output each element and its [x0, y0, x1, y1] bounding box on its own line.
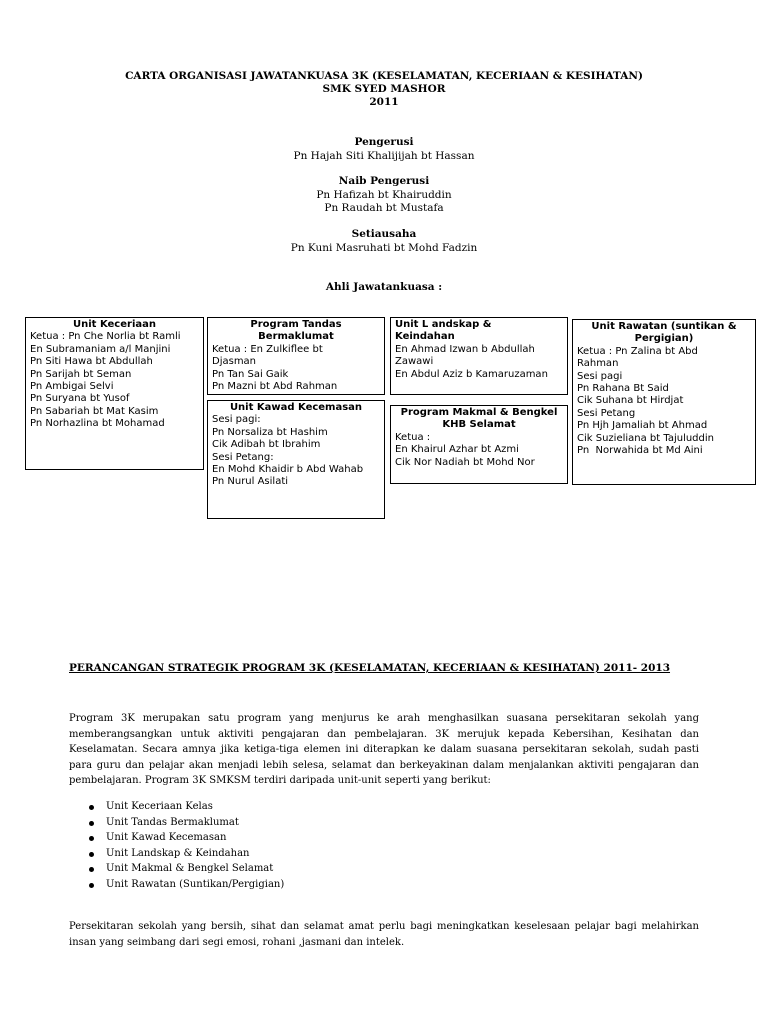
- list-item: Unit Rawatan (Suntikan/Pergigian): [86, 877, 284, 893]
- naib-pengerusi-block: [0, 175, 768, 216]
- member-line: Cik Suzieliana bt Tajuluddin: [577, 432, 714, 444]
- member-line: Pn Rahana Bt Said: [577, 383, 669, 395]
- member-line: Pn Tan Sai Gaik: [212, 368, 289, 380]
- member-line: Sesi Petang: [577, 407, 636, 419]
- setiausaha-block: [0, 228, 768, 255]
- document-title: [0, 70, 768, 109]
- unit-keceriaan-box: [25, 317, 204, 470]
- naib-pengerusi-name: Pn Raudah bt Mustafa: [324, 202, 444, 214]
- program-tandas-box: [207, 317, 385, 395]
- member-line: En Ahmad Izwan b Abdullah Zawawi: [395, 343, 535, 368]
- setiausaha-name: Pn Kuni Masruhati bt Mohd Fadzin: [290, 241, 478, 254]
- member-line: Pn Suryana bt Yusof: [30, 393, 130, 405]
- member-line: En Abdul Aziz b Kamaruzaman: [395, 368, 548, 380]
- unit-rawatan-box: [572, 319, 756, 485]
- naib-pengerusi-label: Naib Pengerusi: [338, 175, 430, 187]
- member-line: Pn Sarijah bt Seman: [30, 368, 132, 380]
- member-line: Sesi pagi:: [212, 414, 261, 426]
- ahli-jawatankuasa-label: Ahli Jawatankuasa :: [325, 281, 443, 293]
- program-makmal-box: [390, 405, 568, 484]
- member-line: Pn Nurul Asilati: [212, 476, 289, 488]
- member-line: En Khairul Azhar bt Azmi: [395, 444, 519, 456]
- program-tandas-title: Program Tandas Bermaklumat: [250, 319, 342, 343]
- member-line: Cik Adibah bt Ibrahim: [212, 439, 321, 451]
- member-line: Pn Norhazlina bt Mohamad: [30, 418, 165, 430]
- member-line: Sesi Petang:: [212, 451, 274, 463]
- member-line: Ketua : Pn Zalina bt Abd Rahman: [577, 345, 698, 370]
- member-line: Pn Ambigai Selvi: [30, 381, 114, 393]
- title-line-1: CARTA ORGANISASI JAWATANKUASA 3K (KESELAMATAN, KECERIAAN & KESIHATAN): [125, 70, 643, 82]
- unit-kawad-title: Unit Kawad Kecemasan: [229, 402, 363, 413]
- member-line: Pn Siti Hawa bt Abdullah: [30, 356, 153, 368]
- member-line: En Mohd Khaidir b Abd Wahab: [212, 464, 364, 476]
- naib-pengerusi-name: Pn Hafizah bt Khairuddin: [316, 188, 452, 201]
- unit-landskap-box: [390, 317, 568, 395]
- member-line: En Subramaniam a/l Manjini: [30, 343, 171, 355]
- unit-bullet-list: [86, 799, 284, 892]
- member-line: Pn Norwahida bt Md Aini: [577, 445, 703, 457]
- list-item: Unit Keceriaan Kelas: [86, 799, 284, 815]
- member-line: Pn Norsaliza bt Hashim: [212, 426, 328, 438]
- pengerusi-block: [0, 136, 768, 163]
- list-item: Unit Landskap & Keindahan: [86, 846, 284, 862]
- list-item: Unit Makmal & Bengkel Selamat: [86, 861, 284, 877]
- ahli-block: [0, 281, 768, 295]
- member-line: Cik Suhana bt Hirdjat: [577, 395, 684, 407]
- member-line: Ketua : En Zulkiflee bt Djasman: [212, 343, 323, 368]
- unit-kawad-box: [207, 400, 385, 519]
- unit-landskap-title: Unit L andskap & Keindahan: [395, 319, 492, 343]
- member-line: Sesi pagi: [577, 370, 623, 382]
- title-line-2: SMK SYED MASHOR: [322, 83, 446, 95]
- member-line: Ketua : Pn Che Norlia bt Ramli: [30, 331, 181, 343]
- member-line: Ketua :: [395, 431, 431, 443]
- pengerusi-label: Pengerusi: [354, 136, 414, 148]
- unit-keceriaan-title: Unit Keceriaan: [73, 319, 156, 330]
- member-line: Pn Sabariah bt Mat Kasim: [30, 405, 159, 417]
- unit-rawatan-title: Unit Rawatan (suntikan & Pergigian): [591, 321, 737, 345]
- list-item: Unit Tandas Bermaklumat: [86, 815, 284, 831]
- setiausaha-label: Setiausaha: [351, 228, 417, 240]
- list-item: Unit Kawad Kecemasan: [86, 830, 284, 846]
- strategic-paragraph-1: Program 3K merupakan satu program yang menjurus ke arah menghasilkan suasana persekitaran sekolah yang memberangsangkan untuk aktiviti pengajaran dan pembelajaran. 3K merujuk kepada Kebersihan, Kesihatan dan Keselamatan. Secara amnya jika ketiga-tiga elemen ini diterapkan ke dalam suasana persekitaran sekolah, sudah pasti para guru dan pelajar akan menjadi lebih selesa, selamat dan berkeyakinan dalam menjalankan aktiviti pengajaran dan pembelajaran. Program 3K SMKSM terdiri daripada unit-unit seperti yang berikut:: [69, 713, 699, 786]
- member-line: Pn Hjh Jamaliah bt Ahmad: [577, 420, 708, 432]
- title-line-3: 2011: [369, 96, 399, 108]
- member-line: Cik Nor Nadiah bt Mohd Nor: [395, 456, 535, 468]
- pengerusi-name: Pn Hajah Siti Khalijijah bt Hassan: [293, 149, 475, 162]
- strategic-paragraph-2: Persekitaran sekolah yang bersih, sihat dan selamat amat perlu bagi meningkatkan keselesaan pelajar bagi melahirkan insan yang seimbang dari segi emosi, rohani ,jasmani dan intelek.: [69, 921, 699, 948]
- program-makmal-title: Program Makmal & Bengkel KHB Selamat: [400, 407, 558, 431]
- member-line: Pn Mazni bt Abd Rahman: [212, 381, 338, 393]
- strategic-title: PERANCANGAN STRATEGIK PROGRAM 3K (KESELAMATAN, KECERIAAN & KESIHATAN) 2011- 2013: [69, 662, 671, 674]
